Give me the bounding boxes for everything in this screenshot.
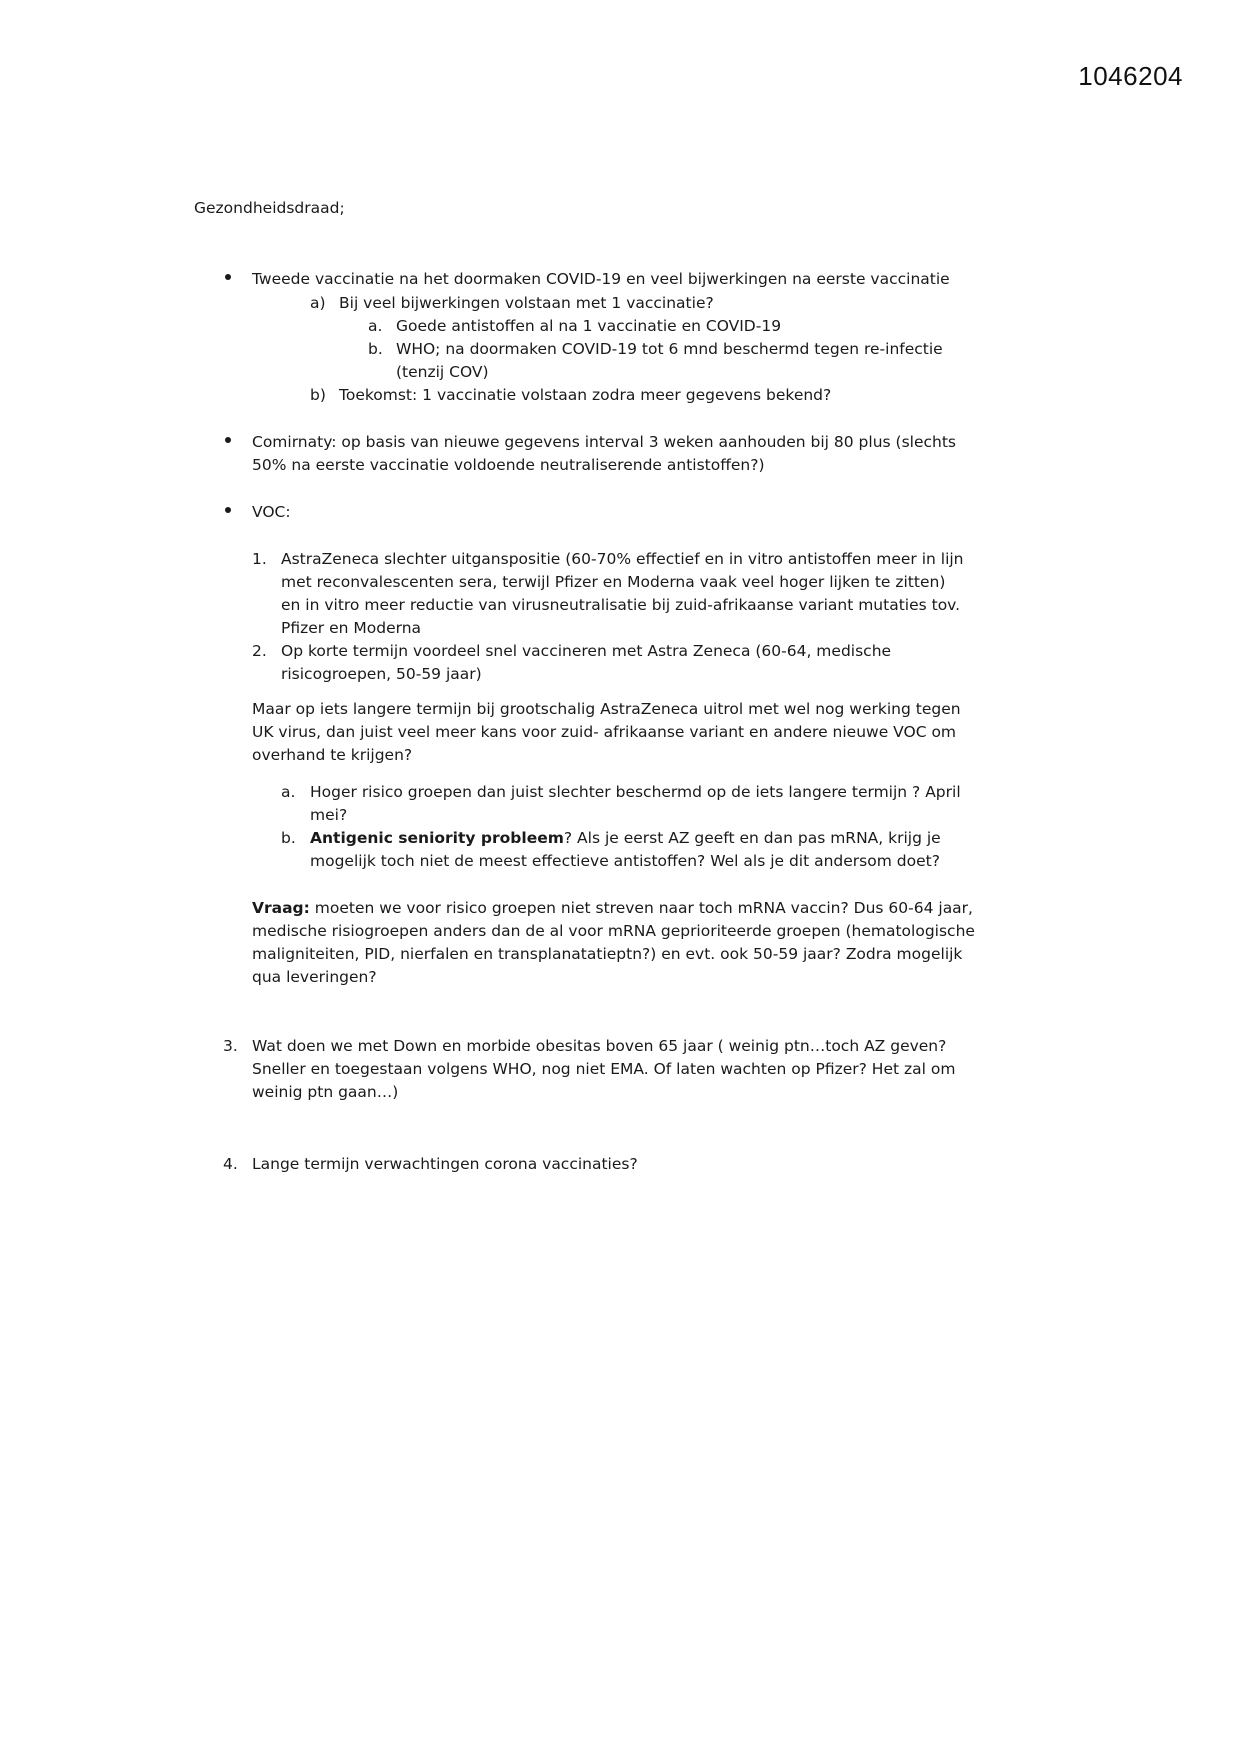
sub-a-line2: mei? <box>310 806 348 824</box>
para-line2: UK virus, dan juist veel meer kans voor zuid- afrikaanse variant en andere nieuwe VOC om <box>252 723 957 741</box>
list-marker: 2. <box>252 642 267 660</box>
bullet1-sub-a: Bij veel bijwerkingen volstaan met 1 vaccinatie? <box>339 294 714 312</box>
list-marker: b. <box>281 829 296 847</box>
bullet2-line2: 50% na eerste vaccinatie voldoende neutraliserende antistoffen?) <box>252 456 765 474</box>
item1-line4: Pfizer en Moderna <box>281 619 422 637</box>
list-marker: b) <box>310 386 326 404</box>
list-marker: a. <box>281 783 296 801</box>
item1-line2: met reconvalescenten sera, terwijl Pfizer en Moderna vaak veel hoger lijken te zitten) <box>281 573 946 591</box>
para-line1: Maar op iets langere termijn bij grootschalig AstraZeneca uitrol met wel nog werking tegen <box>252 700 961 718</box>
item3-line2: Sneller en toegestaan volgens WHO, nog niet EMA. Of laten wachten op Pfizer? Het zal om <box>252 1060 956 1078</box>
bullet1-sub-b: Toekomst: 1 vaccinatie volstaan zodra meer gegevens bekend? <box>339 386 832 404</box>
bullet1-text: Tweede vaccinatie na het doormaken COVID-19 en veel bijwerkingen na eerste vaccinatie <box>252 270 950 288</box>
bullet-icon <box>225 274 231 280</box>
bullet1-sub-a-b-line1: WHO; na doormaken COVID-19 tot 6 mnd beschermd tegen re-infectie <box>396 340 943 358</box>
item2-line1: Op korte termijn voordeel snel vaccineren met Astra Zeneca (60-64, medische <box>281 642 892 660</box>
heading: Gezondheidsdraad; <box>194 199 345 217</box>
page-number: 1046204 <box>1078 61 1183 91</box>
list-marker: a) <box>310 294 326 312</box>
para-line3: overhand te krijgen? <box>252 746 413 764</box>
sub-b-line2: mogelijk toch niet de meest effectieve antistoffen? Wel als je dit andersom doet? <box>310 852 940 870</box>
item2-line2: risicogroepen, 50-59 jaar) <box>281 665 482 683</box>
item4-text: Lange termijn verwachtingen corona vaccinaties? <box>252 1155 638 1173</box>
list-marker: 4. <box>223 1155 238 1173</box>
sub-a-line1: Hoger risico groepen dan juist slechter beschermd op de iets langere termijn ? April <box>310 783 961 801</box>
list-marker: 3. <box>223 1037 238 1055</box>
item1-line3: en in vitro meer reductie van virusneutralisatie bij zuid-afrikaanse variant mutaties tov. <box>281 596 961 614</box>
vraag-line3: maligniteiten, PID, nierfalen en transplanatatieptn?) en evt. ook 50-59 jaar? Zodra mogelijk <box>252 945 963 963</box>
bold-term: Antigenic seniority probleem <box>310 829 564 847</box>
vraag-rest: moeten we voor risico groepen niet streven naar toch mRNA vaccin? Dus 60-64 jaar, <box>309 899 973 917</box>
list-marker: b. <box>368 340 383 358</box>
item3-line3: weinig ptn gaan…) <box>252 1083 399 1101</box>
item3-line1: Wat doen we met Down en morbide obesitas boven 65 jaar ( weinig ptn…toch AZ geven? <box>252 1037 947 1055</box>
sub-b-rest: ? Als je eerst AZ geeft en dan pas mRNA, krijg je <box>563 829 941 847</box>
bullet-icon <box>225 507 231 513</box>
vraag-line4: qua leveringen? <box>252 968 377 986</box>
bullet1-sub-a-b-line2: (tenzij COV) <box>396 363 489 381</box>
vraag-label: Vraag: <box>252 899 310 917</box>
list-marker: 1. <box>252 550 267 568</box>
vraag-line2: medische risiogroepen anders dan de al voor mRNA geprioriteerde groepen (hematologische <box>252 922 975 940</box>
list-marker: a. <box>368 317 383 335</box>
bullet-icon <box>225 437 231 443</box>
bullet1-sub-a-a: Goede antistoffen al na 1 vaccinatie en COVID-19 <box>396 317 782 335</box>
bullet2-line1: Comirnaty: op basis van nieuwe gegevens interval 3 weken aanhouden bij 80 plus (slechts <box>252 433 956 451</box>
item1-line1: AstraZeneca slechter uitganspositie (60-70% effectief en in vitro antistoffen meer in lijn <box>281 550 964 568</box>
bullet3-text: VOC: <box>252 503 291 521</box>
